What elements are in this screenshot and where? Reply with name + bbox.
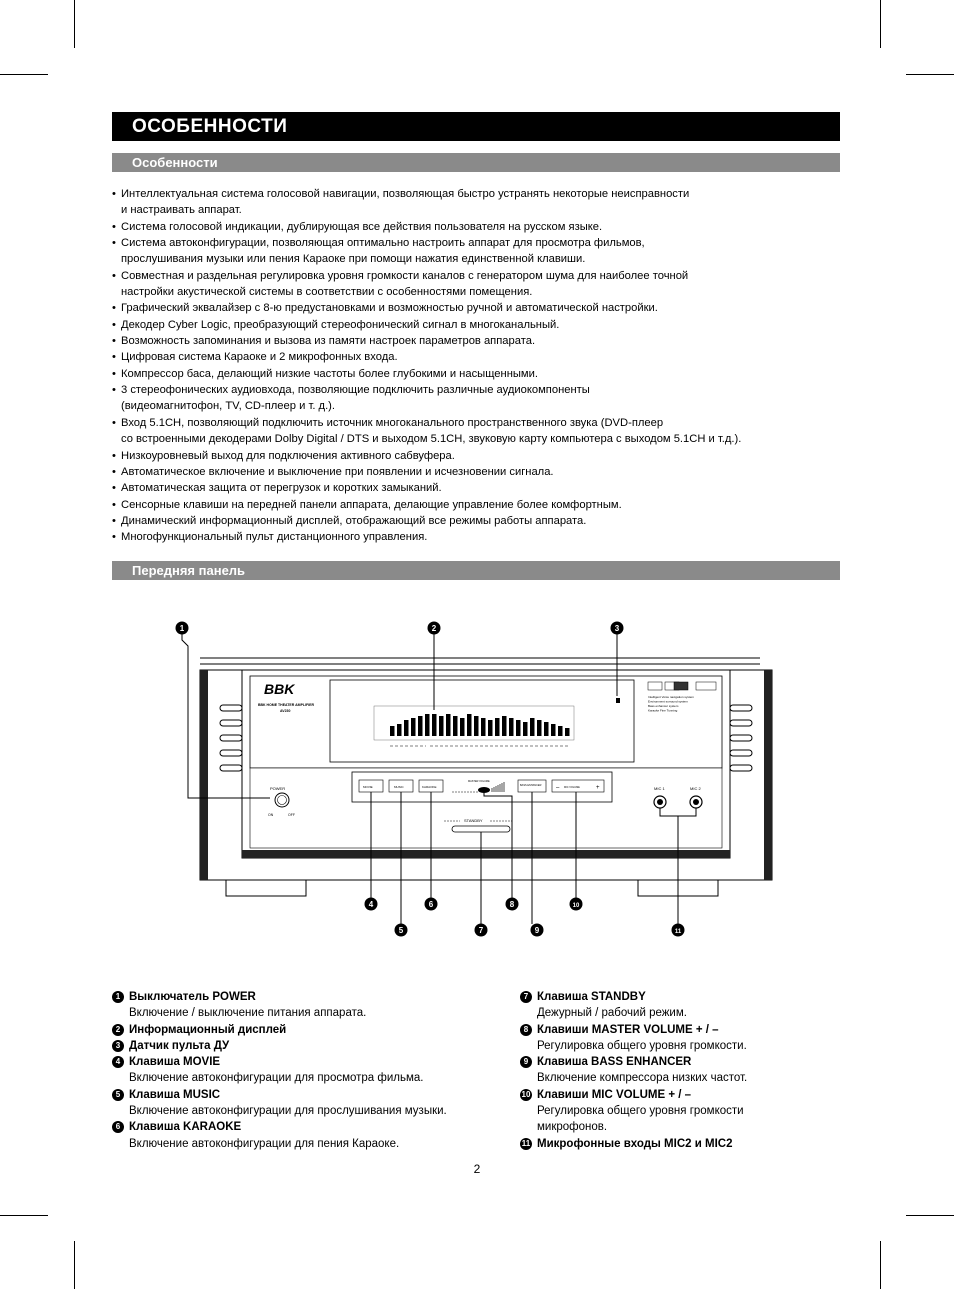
legend-description: Включение / выключение питания аппарата. xyxy=(129,1007,367,1020)
legend-heading: Клавиша STANDBY xyxy=(537,991,646,1003)
crop-mark xyxy=(74,0,75,48)
feature-text: • Интеллектуальная система голосовой навигации, позволяющая быстро устранять некоторые неисправности xyxy=(121,188,690,200)
eq-bar xyxy=(446,714,451,736)
legend-heading: Клавиша MUSIC xyxy=(129,1088,221,1101)
feature-text: • Возможность запоминания и вызова из памяти настроек параметров аппарата. xyxy=(121,335,536,348)
feature-text: со встроенными декодерами Dolby Digital / DTS и выходом 5.1CH, звуковую карту компьютера с выходом 5.1CH и т.д.). xyxy=(121,433,742,446)
crop-mark xyxy=(880,1241,881,1289)
legend-item xyxy=(112,1038,447,1054)
callout-number: 8 xyxy=(520,1024,532,1036)
legend-heading: Клавиша BASS ENHANCER xyxy=(537,1056,692,1069)
callout-number: 11 xyxy=(521,1138,531,1148)
legend-left xyxy=(112,989,447,1152)
crop-mark xyxy=(906,1215,954,1216)
ir-sensor xyxy=(616,698,620,703)
callout-6 xyxy=(425,898,438,911)
mic1-label: MIC 1 xyxy=(654,786,665,791)
feature-item xyxy=(112,235,852,268)
eq-bar xyxy=(488,720,493,736)
legend-right xyxy=(520,989,747,1152)
feature-text: • Компрессор баса, делающий низкие частоты более глубокими и насыщенными. xyxy=(121,367,538,380)
crop-mark xyxy=(0,1215,48,1216)
legend-heading: Датчик пульта ДУ xyxy=(129,1039,230,1052)
feature-text: • Динамический информационный дисплей, отображающий все режимы работы аппарата. xyxy=(121,514,587,527)
eq-bar xyxy=(509,718,514,736)
crop-mark xyxy=(74,1241,75,1289)
svg-text:6: 6 xyxy=(428,900,434,909)
brand-logo: BBK xyxy=(264,681,295,697)
eq-bar xyxy=(558,726,563,736)
eq-bar xyxy=(439,716,444,736)
feature-item xyxy=(112,186,852,219)
feature-text: и настраивать аппарат. xyxy=(121,204,242,217)
feature-item xyxy=(112,513,852,529)
feature-text: • 3 стереофонических аудиовхода, позволяющие подключить различные аудиокомпоненты xyxy=(121,384,590,397)
front-panel-diagram xyxy=(160,610,800,950)
svg-text:4: 4 xyxy=(368,900,374,909)
mic-volume-label: MIC VOLUME xyxy=(564,786,580,789)
device-feature-text: Bass enhancer system xyxy=(648,704,679,708)
callout-number: 7 xyxy=(520,991,532,1003)
callout-10 xyxy=(570,898,583,911)
callout-number: 5 xyxy=(112,1089,124,1101)
legend-heading: Выключатель POWER xyxy=(129,991,256,1003)
callout-number: 2 xyxy=(112,1024,124,1036)
power-label: POWER xyxy=(270,786,286,791)
legend-item xyxy=(520,1087,747,1103)
feature-item xyxy=(112,366,852,382)
eq-bar xyxy=(523,722,528,736)
legend-item xyxy=(520,1136,747,1152)
feature-item xyxy=(112,268,852,301)
legend-heading: Клавиши MIC VOLUME + / – xyxy=(537,1088,692,1101)
callout-2 xyxy=(428,622,441,635)
master-volume-label: MASTER VOLUME xyxy=(468,780,490,783)
mic-volume-plus: + xyxy=(596,785,600,791)
feature-text: • Декодер Cyber Logic, преобразующий стереофонический сигнал в многоканальный. xyxy=(121,318,560,331)
eq-bar xyxy=(516,720,521,736)
feature-text: • Графический эквалайзер с 8-ю предустановками и возможностью ручной и автоматической настройки. xyxy=(121,302,658,315)
feature-item xyxy=(112,448,852,464)
svg-text:9: 9 xyxy=(534,926,540,935)
svg-text:10: 10 xyxy=(572,903,580,909)
callout-1 xyxy=(176,622,189,635)
callout-number: 9 xyxy=(520,1056,532,1068)
legend-description: Включение автоконфигурации для пения Караоке. xyxy=(129,1137,400,1150)
legend-heading: Информационный дисплей xyxy=(129,1023,287,1036)
eq-bar xyxy=(537,720,542,736)
eq-bar xyxy=(404,720,409,736)
legend-item xyxy=(112,1087,447,1103)
legend-heading: Клавиша KARAOKE xyxy=(129,1121,242,1134)
callout-7 xyxy=(475,924,488,937)
svg-text:1: 1 xyxy=(179,624,185,633)
features-heading: Особенности xyxy=(112,153,840,172)
eq-bar xyxy=(530,718,535,736)
eq-bar xyxy=(390,726,395,736)
features-list xyxy=(112,186,852,546)
callout-3 xyxy=(611,622,624,635)
karaoke-label: KARAOKE xyxy=(422,785,437,789)
feature-item xyxy=(112,349,852,365)
feature-text: прослушивания музыки или пения Караоке при помощи нажатия единственной клавиши. xyxy=(121,253,586,266)
music-label: MUSIC xyxy=(394,785,404,789)
callout-5 xyxy=(395,924,408,937)
device-feature-text: Environment surround system xyxy=(648,699,688,704)
callout-number: 4 xyxy=(112,1056,124,1068)
feature-item xyxy=(112,529,852,545)
mic-volume-minus: – xyxy=(556,785,560,791)
crop-mark xyxy=(0,74,48,75)
feature-item xyxy=(112,464,852,480)
callout-4 xyxy=(365,898,378,911)
feature-item xyxy=(112,415,852,448)
callout-number: 1 xyxy=(112,991,124,1003)
svg-text:7: 7 xyxy=(478,926,484,935)
eq-bar xyxy=(425,714,430,736)
legend-heading: Клавиши MASTER VOLUME + / – xyxy=(537,1023,719,1036)
callout-8 xyxy=(506,898,519,911)
eq-bar xyxy=(467,714,472,736)
legend-description: микрофонов. xyxy=(537,1121,608,1134)
feature-text: • Низкоуровневый выход для подключения активного сабвуфера. xyxy=(121,449,455,462)
legend-item xyxy=(112,1054,447,1070)
eq-bar xyxy=(565,728,570,736)
feature-text: • Совместная и раздельная регулировка уровня громкости каналов с генератором шума для наиболее точной xyxy=(121,269,689,282)
eq-bar xyxy=(411,718,416,736)
power-off-label: OFF xyxy=(288,813,295,817)
feature-item xyxy=(112,300,852,316)
legend-item xyxy=(520,1054,747,1070)
feature-text: • Автоматическая защита от перегрузок и коротких замыканий. xyxy=(121,482,442,495)
bass-enhancer-label: BASS ENHANCER xyxy=(520,784,542,787)
legend-item xyxy=(520,1022,747,1038)
legend-description: Включение автоконфигурации для прослушивания музыки. xyxy=(129,1105,447,1118)
feature-item xyxy=(112,382,852,415)
device-feature-text: Intelligent Voice navigation system xyxy=(648,695,694,699)
feature-item xyxy=(112,333,852,349)
standby-label: STANDBY xyxy=(464,818,483,823)
standby-button[interactable] xyxy=(452,826,510,832)
legend-description: Регулировка общего уровня громкости xyxy=(537,1105,744,1118)
feature-item xyxy=(112,497,852,513)
legend-heading: Микрофонные входы MIC2 и MIC2 xyxy=(537,1137,733,1150)
feature-item xyxy=(112,480,852,496)
feature-text: • Многофункциональный пульт дистанционного управления. xyxy=(121,531,428,544)
feature-item xyxy=(112,219,852,235)
eq-bar xyxy=(502,716,507,736)
movie-label: MOVIE xyxy=(363,785,373,789)
page-title: ОСОБЕННОСТИ xyxy=(112,112,840,141)
callout-9 xyxy=(531,924,544,937)
feature-text: • Сенсорные клавиши на передней панели аппарата, делающие управление более комфортным. xyxy=(121,498,622,511)
legend-description: Включение автоконфигурации для просмотра фильма. xyxy=(129,1072,424,1085)
callout-number: 10 xyxy=(521,1089,531,1099)
eq-bar xyxy=(432,714,437,736)
svg-text:3: 3 xyxy=(614,624,620,633)
feature-text: • Автоматическое включение и выключение при появлении и исчезновении сигнала. xyxy=(121,465,554,478)
model-name: AV230 xyxy=(280,709,291,713)
legend-item xyxy=(112,1119,447,1135)
eq-bar xyxy=(460,718,465,736)
eq-bar xyxy=(544,722,549,736)
feature-text: • Система автоконфигурации, позволяющая оптимально настроить аппарат для просмотра фильмов, xyxy=(121,237,645,250)
feature-text: • Цифровая система Караоке и 2 микрофонных входа. xyxy=(121,351,398,364)
legend-description: Регулировка общего уровня громкости. xyxy=(537,1039,747,1052)
model-line: BBK HOME THEATER AMPLIFIER xyxy=(258,703,314,707)
device-feature-text: Karaoke Fine Tunning xyxy=(648,708,678,713)
mic2-label: MIC 2 xyxy=(690,786,701,791)
eq-bar xyxy=(495,718,500,736)
svg-text:11: 11 xyxy=(674,929,682,935)
page-number: 2 xyxy=(473,1162,481,1176)
svg-text:5: 5 xyxy=(398,926,404,935)
callout-number: 3 xyxy=(112,1040,124,1052)
feature-item xyxy=(112,317,852,333)
svg-text:2: 2 xyxy=(431,624,437,633)
eq-bar xyxy=(397,724,402,736)
eq-bar xyxy=(551,724,556,736)
power-on-label: ON xyxy=(268,813,274,817)
legend-item xyxy=(112,1022,447,1038)
legend-item xyxy=(112,989,447,1005)
feature-text: • Вход 5.1CH, позволяющий подключить источник многоканального пространственного звука (DVD-плеер xyxy=(121,416,664,429)
crop-mark xyxy=(880,0,881,48)
legend-item xyxy=(520,989,747,1005)
feature-text: • Система голосовой индикации, дублирующая все действия пользователя на русском языке. xyxy=(121,220,603,233)
eq-bar xyxy=(474,716,479,736)
callout-number: 6 xyxy=(112,1121,124,1133)
eq-bar xyxy=(481,718,486,736)
legend-heading: Клавиша MOVIE xyxy=(129,1056,221,1069)
svg-text:8: 8 xyxy=(509,900,515,909)
feature-text: настройки акустической системы в соответствии с особенностями помещения. xyxy=(121,286,533,299)
eq-bar xyxy=(453,716,458,736)
front-panel-heading: Передняя панель xyxy=(112,561,840,580)
legend-description: Включение компрессора низких частот. xyxy=(537,1072,748,1085)
eq-bar xyxy=(418,716,423,736)
legend-description: Дежурный / рабочий режим. xyxy=(537,1007,687,1020)
feature-text: (видеомагнитофон, TV, CD-плеер и т. д.). xyxy=(121,400,336,413)
crop-mark xyxy=(906,74,954,75)
callout-11 xyxy=(672,924,685,937)
